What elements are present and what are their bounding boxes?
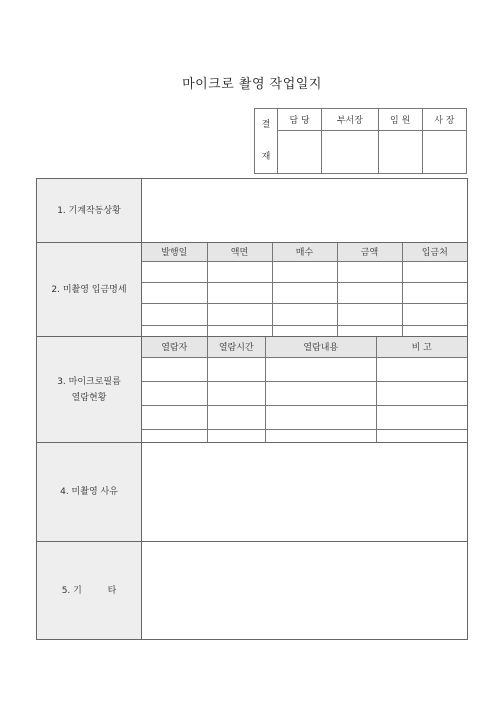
section-5-label: 5. 기 타 (37, 542, 142, 640)
table-row (142, 282, 467, 303)
work-log-form (36, 178, 468, 640)
section-3-label-line2: 열람현황 (71, 392, 107, 403)
table-cell[interactable] (266, 357, 377, 381)
table-cell[interactable] (376, 406, 467, 430)
deposit-header-depositor: 입금처 (402, 243, 467, 261)
approval-side-bottom: 재 (261, 152, 271, 162)
approval-sign-president[interactable] (422, 131, 466, 174)
section-3-label-line1: 3. 마이크로필름 (57, 376, 121, 387)
approval-header-president: 사 장 (422, 109, 466, 131)
table-cell[interactable] (142, 282, 207, 303)
section-5-field[interactable] (142, 542, 468, 640)
approval-header-executive: 임 원 (378, 109, 422, 131)
table-cell[interactable] (337, 325, 402, 336)
table-row (142, 406, 467, 430)
table-cell[interactable] (337, 304, 402, 325)
deposit-header-face-value: 액면 (207, 243, 272, 261)
approval-sign-manager[interactable] (278, 131, 322, 174)
deposit-table (142, 243, 467, 336)
table-cell[interactable] (337, 282, 402, 303)
table-cell[interactable] (272, 282, 337, 303)
table-cell[interactable] (142, 406, 207, 430)
viewing-header-remarks: 비 고 (376, 337, 467, 357)
table-cell[interactable] (376, 381, 467, 405)
table-cell[interactable] (272, 325, 337, 336)
table-cell[interactable] (207, 406, 266, 430)
viewing-table (142, 337, 467, 442)
table-row (142, 304, 467, 325)
table-cell[interactable] (337, 261, 402, 282)
table-cell[interactable] (266, 406, 377, 430)
section-4-field[interactable] (142, 443, 468, 542)
table-cell[interactable] (266, 381, 377, 405)
section-1-field[interactable] (142, 179, 468, 243)
table-cell[interactable] (272, 261, 337, 282)
table-cell[interactable] (402, 261, 467, 282)
table-cell[interactable] (207, 304, 272, 325)
approval-box (254, 108, 467, 174)
table-row (142, 430, 467, 442)
table-row (142, 381, 467, 405)
table-row (142, 261, 467, 282)
table-cell[interactable] (402, 282, 467, 303)
deposit-header-count: 매수 (272, 243, 337, 261)
table-cell[interactable] (142, 325, 207, 336)
table-cell[interactable] (207, 282, 272, 303)
approval-sign-executive[interactable] (378, 131, 422, 174)
table-cell[interactable] (142, 357, 207, 381)
table-cell[interactable] (402, 304, 467, 325)
table-row (142, 325, 467, 336)
table-cell[interactable] (142, 261, 207, 282)
section-2-label: 2. 미촬영 입금명세 (37, 243, 142, 337)
approval-side-top: 결 (261, 120, 271, 130)
section-3-table-wrap (142, 337, 468, 443)
table-cell[interactable] (266, 430, 377, 442)
table-cell[interactable] (207, 325, 272, 336)
table-cell[interactable] (207, 381, 266, 405)
table-cell[interactable] (376, 430, 467, 442)
approval-sign-dept-head[interactable] (322, 131, 378, 174)
viewing-header-content: 열람내용 (266, 337, 377, 357)
viewing-header-time: 열람시간 (207, 337, 266, 357)
approval-header-manager: 담 당 (278, 109, 322, 131)
document-title: 마이크로 촬영 작업일지 (182, 77, 322, 92)
approval-side-label (255, 109, 278, 174)
table-row (142, 357, 467, 381)
table-cell[interactable] (142, 430, 207, 442)
table-cell[interactable] (376, 357, 467, 381)
section-1-label: 1. 기계작동상황 (37, 179, 142, 243)
section-3-label (37, 337, 142, 443)
deposit-header-issue-date: 발행일 (142, 243, 207, 261)
table-cell[interactable] (272, 304, 337, 325)
table-cell[interactable] (142, 381, 207, 405)
viewing-header-viewer: 열람자 (142, 337, 207, 357)
section-2-table-wrap (142, 243, 468, 337)
table-cell[interactable] (207, 261, 272, 282)
table-cell[interactable] (142, 304, 207, 325)
approval-header-dept-head: 부서장 (322, 109, 378, 131)
table-cell[interactable] (207, 430, 266, 442)
section-4-label: 4. 미촬영 사유 (37, 443, 142, 542)
table-cell[interactable] (207, 357, 266, 381)
table-cell[interactable] (402, 325, 467, 336)
deposit-header-amount: 금액 (337, 243, 402, 261)
